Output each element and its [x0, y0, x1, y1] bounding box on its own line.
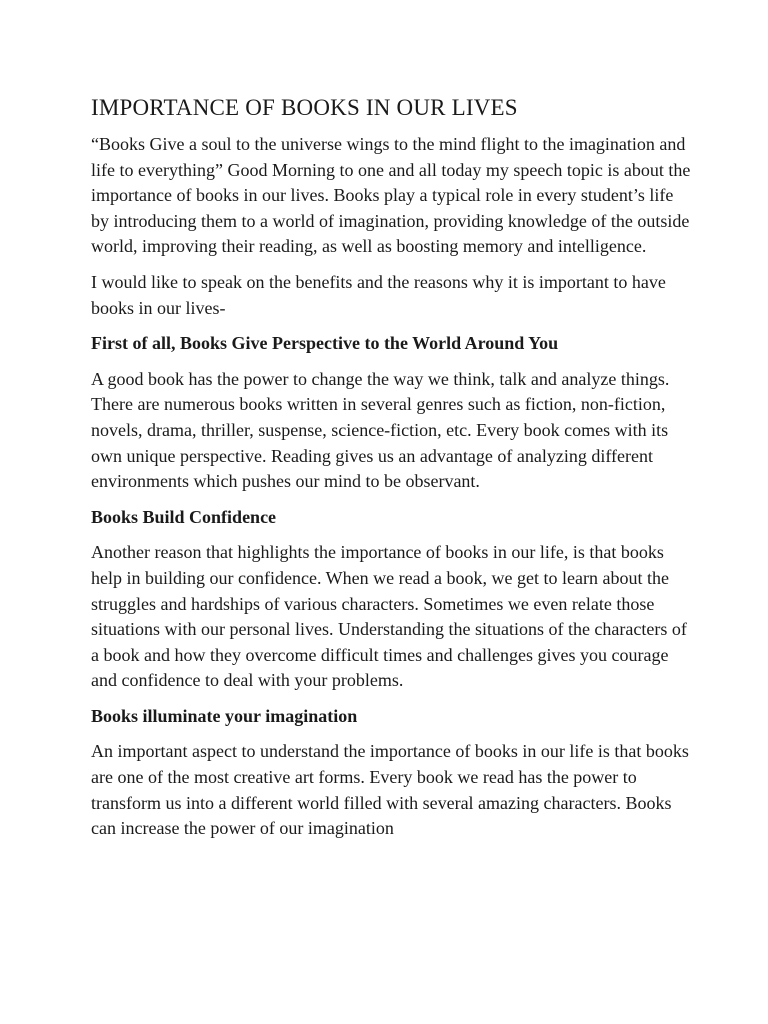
section-body: Another reason that highlights the importance of books in our life, is that books help in building our confidence. When we read a book, we get to learn about the struggles and hardships of various characters. Sometimes we even relate those situations with our personal lives. Understanding the situations of the characters of a book and how they overcome difficult times and challenges gives you courage and confidence to deal with your problems.: [91, 542, 687, 691]
document-title: IMPORTANCE OF BOOKS IN OUR LIVES: [91, 95, 518, 120]
section-heading: Books illuminate your imagination: [91, 705, 358, 726]
section-imagination: [91, 704, 691, 842]
benefits-paragraph: I would like to speak on the benefits and the reasons why it is important to have books in our lives-: [91, 271, 666, 318]
section-heading: First of all, Books Give Perspective to the World Around You: [91, 333, 559, 354]
section-body: A good book has the power to change the way we think, talk and analyze things. There are numerous books written in several genres such as fiction, non-fiction, novels, drama, thriller, suspense, science-fiction, etc. Every book comes with its own unique perspective. Reading gives us an advantage of analyzing different environments which pushes our mind to be observant.: [91, 368, 670, 492]
section-heading: Books Build Confidence: [91, 506, 277, 527]
section-perspective: [91, 331, 691, 495]
document-page: [91, 92, 691, 852]
section-confidence: [91, 505, 691, 694]
section-body: An important aspect to understand the importance of books in our life is that books are one of the most creative art forms. Every book we read has the power to transform us into a different world filled with several amazing characters. Books can increase the power of our imagination: [91, 741, 689, 839]
intro-paragraph: “Books Give a soul to the universe wings to the mind flight to the imagination and life to everything” Good Morning to one and all today my speech topic is about the importance of books in our lives. Books play a typical role in every student’s life by introducing them to a world of imagination, providing knowledge of the outside world, improving their reading, as well as boosting memory and intelligence.: [91, 134, 691, 257]
